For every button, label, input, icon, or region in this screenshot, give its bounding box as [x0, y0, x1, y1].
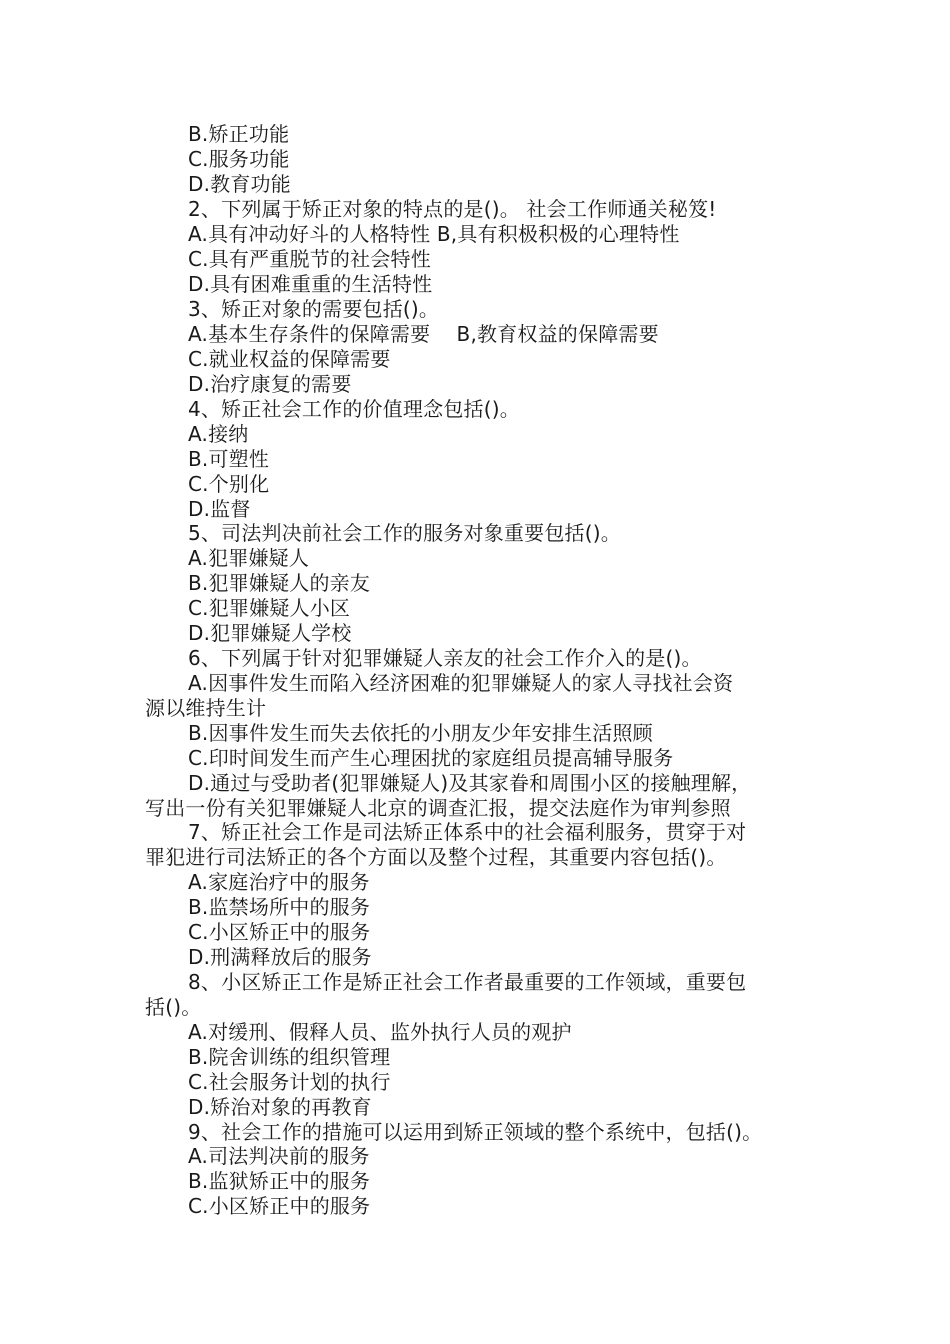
text-line: B.因事件发生而失去依托的小朋友少年安排生活照顾: [188, 721, 653, 745]
text-line: 写出一份有关犯罪嫌疑人北京的调查汇报，提交法庭作为审判参照: [145, 796, 731, 820]
text-line: C.服务功能: [188, 147, 290, 171]
text-line: D.矫治对象的再教育: [188, 1095, 372, 1119]
text-line: 2、下列属于矫正对象的特点的是()。 社会工作师通关秘笈!: [188, 197, 717, 221]
text-line: D.治疗康复的需要: [188, 372, 352, 396]
text-line: B.监狱矫正中的服务: [188, 1169, 371, 1193]
text-line: C.社会服务计划的执行: [188, 1070, 391, 1094]
text-line: 8、小区矫正工作是矫正社会工作者最重要的工作领域，重要包: [188, 970, 747, 994]
text-line: C.小区矫正中的服务: [188, 920, 371, 944]
text-line: C.就业权益的保障需要: [188, 347, 391, 371]
text-line: B.监禁场所中的服务: [188, 895, 371, 919]
text-line: B.犯罪嫌疑人的亲友: [188, 571, 371, 595]
text-line: C.小区矫正中的服务: [188, 1194, 371, 1218]
text-line: A.基本生存条件的保障需要 B,教育权益的保障需要: [188, 322, 659, 346]
text-line: 罪犯进行司法矫正的各个方面以及整个过程，其重要内容包括()。: [145, 845, 727, 869]
text-line: B.可塑性: [188, 447, 270, 471]
text-line: D.刑满释放后的服务: [188, 945, 372, 969]
text-line: D.通过与受助者(犯罪嫌疑人)及其家眷和周围小区的接触理解，: [188, 771, 752, 795]
text-line: A.家庭治疗中的服务: [188, 870, 370, 894]
text-line: 3、矫正对象的需要包括()。: [188, 297, 440, 321]
text-line: 源以维持生计: [145, 696, 267, 720]
text-line: A.接纳: [188, 422, 249, 446]
text-line: D.教育功能: [188, 172, 291, 196]
text-line: 4、矫正社会工作的价值理念包括()。: [188, 397, 520, 421]
text-line: 括()。: [145, 995, 202, 1019]
text-line: A.因事件发生而陷入经济困难的犯罪嫌疑人的家人寻找社会资: [188, 671, 734, 695]
text-line: A.具有冲动好斗的人格特性 B,具有积极积极的心理特性: [188, 222, 680, 246]
text-line: D.监督: [188, 497, 251, 521]
text-line: D.具有困难重重的生活特性: [188, 272, 433, 296]
text-line: B.院舍训练的组织管理: [188, 1045, 391, 1069]
text-line: 7、矫正社会工作是司法矫正体系中的社会福利服务，贯穿于对: [188, 820, 747, 844]
text-line: 5、司法判决前社会工作的服务对象重要包括()。: [188, 521, 621, 545]
text-line: A.对缓刑、假释人员、监外执行人员的观护: [188, 1020, 572, 1044]
text-line: C.具有严重脱节的社会特性: [188, 247, 431, 271]
text-line: 6、下列属于针对犯罪嫌疑人亲友的社会工作介入的是()。: [188, 646, 702, 670]
text-line: A.司法判决前的服务: [188, 1144, 370, 1168]
text-line: B.矫正功能: [188, 122, 290, 146]
text-line: C.个别化: [188, 472, 270, 496]
text-line: C.犯罪嫌疑人小区: [188, 596, 351, 620]
text-line: D.犯罪嫌疑人学校: [188, 621, 352, 645]
text-line: A.犯罪嫌疑人: [188, 546, 310, 570]
text-line: 9、社会工作的措施可以运用到矫正领域的整个系统中，包括()。: [188, 1120, 763, 1144]
text-line: C.印时间发生而产生心理困扰的家庭组员提高辅导服务: [188, 746, 674, 770]
